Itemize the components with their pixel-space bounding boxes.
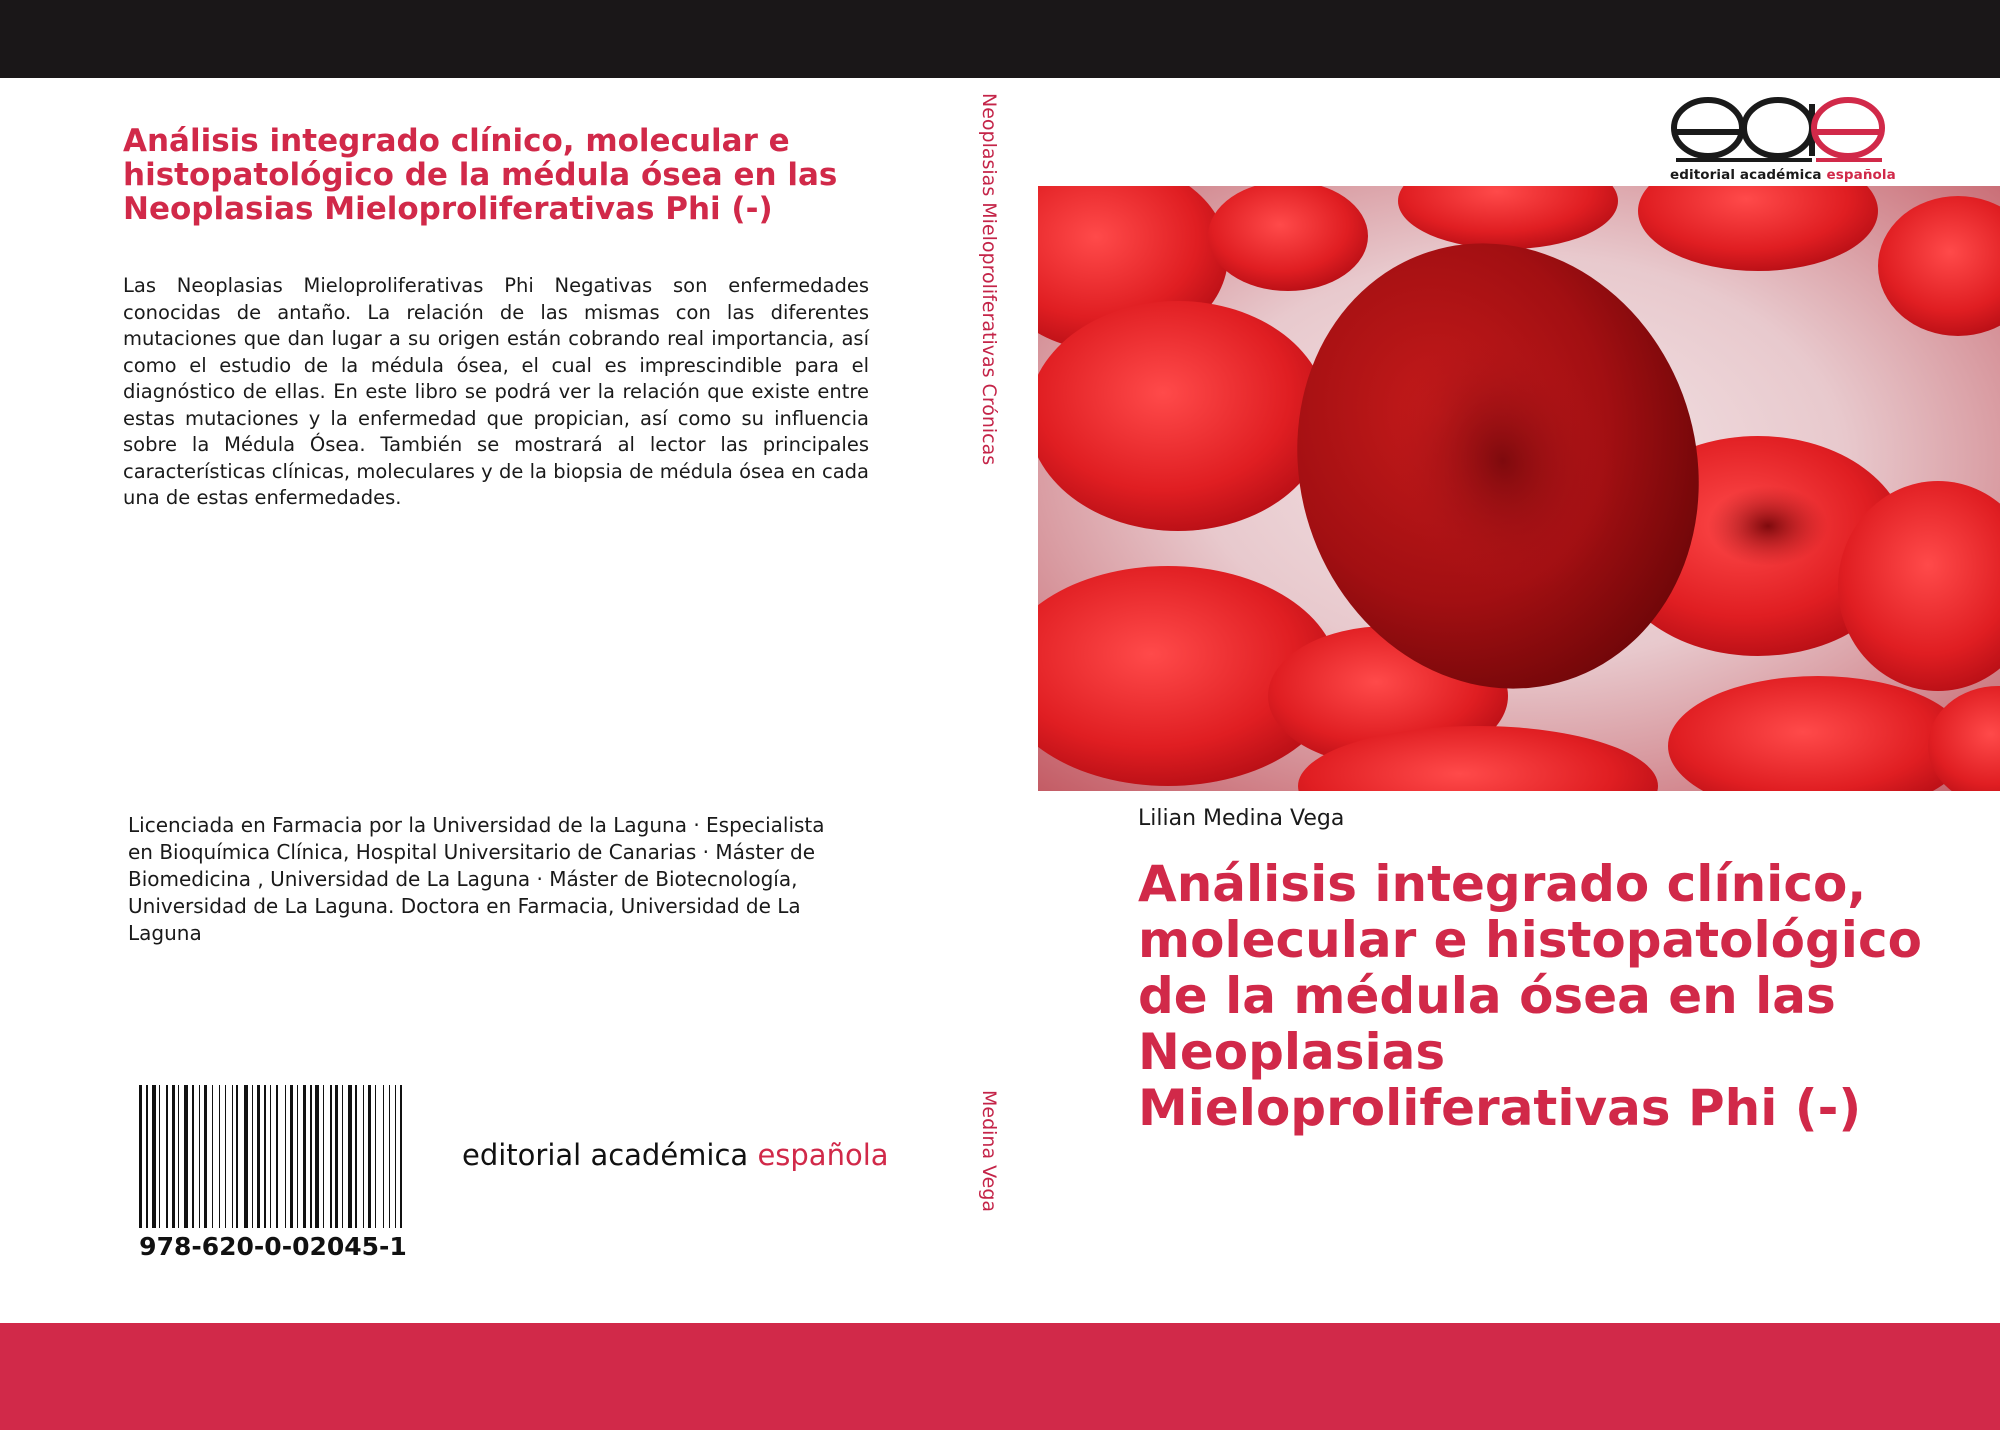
logo-caption-main: editorial académica <box>1670 167 1827 183</box>
isbn-number: 978-620-0-02045-1 <box>139 1232 407 1261</box>
spine-title: Neoplasias Mieloproliferativas Crónicas <box>978 93 1000 466</box>
red-blood-cells-image <box>1038 186 2000 791</box>
publisher-name-back <box>462 1138 889 1172</box>
author-bio: Licenciada en Farmacia por la Universidad de la Laguna · Especialista en Bioquímica Clínica, Hospital Universitario de Canarias · Máster de Biomedicina , Universidad de La Laguna · Máster de Biotecnología, Universidad de La Laguna. Doctora en Farmacia, Universidad de La Laguna <box>128 813 825 945</box>
front-cover-title: Análisis integrado clínico, molecular e histopatológico de la médula ósea en las Neoplasias Mieloproliferativas Phi (-) <box>1138 855 1922 1137</box>
publisher-logo <box>1670 94 1896 183</box>
publisher-name-accent: española <box>757 1138 889 1172</box>
logo-caption-accent: española <box>1826 167 1896 183</box>
spine-author: Medina Vega <box>978 1090 1000 1213</box>
back-cover-blurb: Las Neoplasias Mieloproliferativas Phi Negativas son enfermedades conocidas de antaño. La relación de las mismas con las diferentes mutaciones que dan lugar a su origen están cobrando real importancia, así como el estudio de la médula ósea, el cual es imprescindible para el diagnóstico de ellas. En este libro se podrá ver la relación que existe entre estas mutaciones y la enfermedad que propician, así como su influencia sobre la Médula Ósea. También se mostrará al lector las principales características clínicas, moleculares y de la biopsia de médula ósea en cada una de estas enfermedades. <box>123 274 869 509</box>
front-cover-author: Lilian Medina Vega <box>1138 806 1345 831</box>
publisher-name-main: editorial académica <box>462 1138 758 1172</box>
eae-logo-icon <box>1670 94 1886 166</box>
barcode-icon <box>137 1085 409 1228</box>
back-cover-title: Análisis integrado clínico, molecular e histopatológico de la médula ósea en las Neoplasias Mieloproliferativas Phi (-) <box>123 123 838 227</box>
top-band <box>0 0 2000 78</box>
logo-caption <box>1670 167 1896 183</box>
bottom-band <box>0 1323 2000 1430</box>
